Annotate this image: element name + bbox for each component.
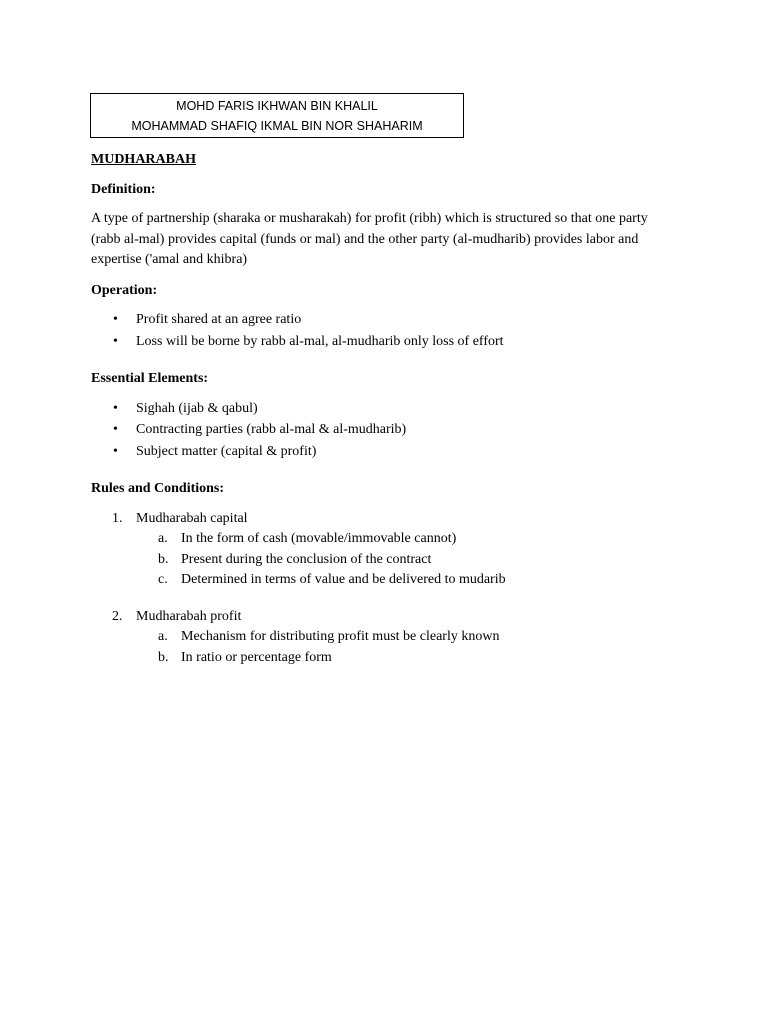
- sub-text: Determined in terms of value and be delivered to mudarib: [181, 572, 506, 587]
- bullet-icon: •: [113, 333, 118, 349]
- essential-item-2: Contracting parties (rabb al-mal & al-mudharib): [136, 422, 407, 437]
- bullet-icon: •: [113, 312, 118, 327]
- sub-letter: c.: [158, 572, 168, 587]
- rules-list: [91, 509, 671, 669]
- sub-text: Present during the conclusion of the contract: [181, 551, 432, 567]
- list-item: [136, 627, 671, 648]
- document-content: [91, 150, 671, 668]
- list-item: [136, 529, 671, 550]
- operation-list: [91, 310, 671, 352]
- list-item: [91, 420, 671, 441]
- rule-label: Mudharabah capital: [136, 510, 248, 526]
- author-name-1: MOHD FARIS IKHWAN BIN KHALIL: [176, 98, 378, 113]
- sub-text: In ratio or percentage form: [181, 649, 332, 665]
- sub-text: Mechanism for distributing profit must be clearly known: [181, 629, 500, 644]
- sub-letter: a.: [158, 629, 168, 644]
- list-item: [136, 648, 671, 669]
- rule-number: 2.: [112, 608, 123, 624]
- sub-text: In the form of cash (movable/immovable cannot): [181, 531, 457, 546]
- definition-heading: Definition:: [91, 181, 156, 197]
- list-item: [91, 399, 671, 420]
- author-name-2: MOHAMMAD SHAFIQ IKMAL BIN NOR SHAHARIM: [131, 118, 423, 133]
- rules-heading: Rules and Conditions:: [91, 481, 225, 496]
- operation-item-1: Profit shared at an agree ratio: [136, 312, 302, 327]
- essential-elements-list: [91, 399, 671, 463]
- operation-heading: Operation:: [91, 282, 158, 298]
- list-item: [91, 332, 671, 353]
- essential-item-1: Sighah (ijab & qabul): [136, 400, 258, 416]
- sub-letter: b.: [158, 649, 169, 665]
- rule-item-1: [91, 509, 671, 591]
- sub-letter: a.: [158, 531, 168, 546]
- list-item: [136, 570, 671, 591]
- rule-number: 1.: [112, 510, 123, 526]
- bullet-icon: •: [113, 443, 118, 459]
- bullet-icon: •: [113, 422, 118, 437]
- essential-elements-heading: Essential Elements:: [91, 371, 209, 386]
- bullet-icon: •: [113, 400, 118, 416]
- rule-sublist: [136, 529, 671, 591]
- rule-item-2: [91, 607, 671, 669]
- operation-item-2: Loss will be borne by rabb al-mal, al-mudharib only loss of effort: [136, 333, 504, 349]
- author-box: [90, 93, 464, 138]
- list-item: [91, 442, 671, 463]
- rule-sublist: [136, 627, 671, 668]
- essential-item-3: Subject matter (capital & profit): [136, 443, 317, 459]
- document-title: MUDHARABAH: [91, 152, 196, 167]
- rule-label: Mudharabah profit: [136, 608, 242, 624]
- sub-letter: b.: [158, 551, 169, 567]
- definition-text: A type of partnership (sharaka or musharakah) for profit (ribh) which is structured so that one party (rabb al-mal) provides capital (funds or mal) and the other party (al-mudharib) provides labor and expertise ('amal and khibra): [91, 211, 648, 267]
- spacer: [91, 591, 671, 607]
- list-item: [91, 310, 671, 331]
- list-item: [136, 550, 671, 571]
